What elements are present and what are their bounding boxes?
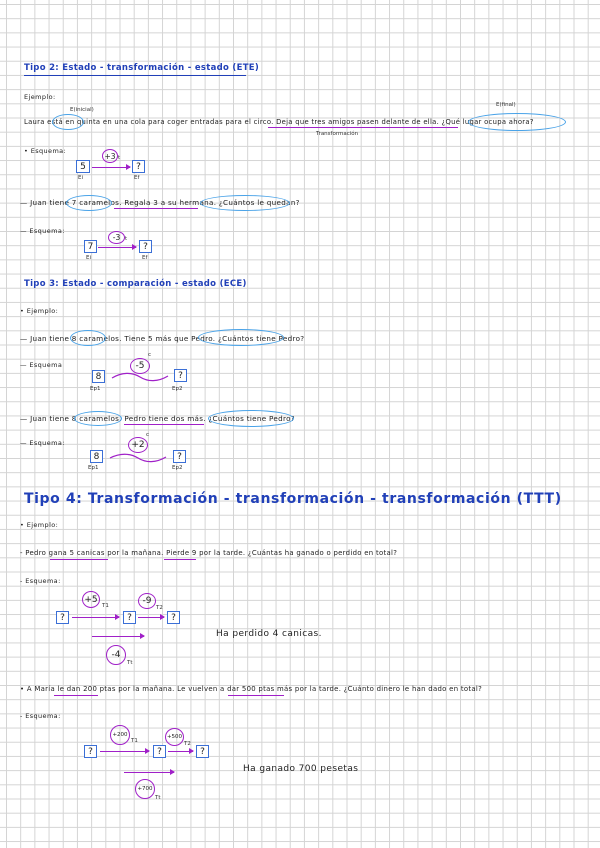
tipo2-esq1-change: +3 <box>102 149 118 163</box>
tipo4-esq1-t2-sub: T2 <box>156 605 163 611</box>
tipo3-esq1-end-sub: Ep2 <box>172 386 183 392</box>
tipo4-s2-underline1 <box>54 695 98 696</box>
tipo3-s2-circle2 <box>208 410 294 427</box>
tipo4-s2-underline2 <box>228 695 284 696</box>
tipo4-esq1-total-arrow <box>92 636 144 637</box>
tipo2-ef-tag: E(final) <box>496 102 516 108</box>
tipo2-transf-tag: Transformación <box>316 131 359 137</box>
tipo4-esq2-box2: ? <box>153 745 166 758</box>
tipo2-title: Tipo 2: Estado - transformación - estado (ETE) <box>24 63 260 73</box>
tipo2-esquema2-label: — Esquema: <box>20 227 65 235</box>
tipo2-esquema-label: • Esquema: <box>24 147 67 155</box>
tipo2-esq1-arrow <box>92 167 130 168</box>
tipo3-esq1-change-sub: c <box>148 352 152 358</box>
tipo4-esq2-t2-sub: T2 <box>184 741 191 747</box>
tipo4-esq1-t1: +5 <box>82 591 100 608</box>
tipo3-esq1-start-sub: Ep1 <box>90 386 101 392</box>
tipo2-esq1-start-box: 5 <box>76 160 90 173</box>
tipo3-esq2-end-box: ? <box>173 450 186 463</box>
tipo3-esq1-end-box: ? <box>174 369 187 382</box>
tipo4-esquema1-label: - Esquema: <box>20 577 61 585</box>
tipo3-s2-circle1 <box>74 411 122 426</box>
tipo3-esq2-wave <box>108 452 168 464</box>
tipo4-esq1-total: -4 <box>106 645 126 665</box>
tipo3-sentence1: — Juan tiene 8 caramelos. Tiene 5 más que Pedro. ¿Cuántos tiene Pedro? <box>20 334 305 343</box>
tipo2-ei-tag: E(inicial) <box>70 107 94 113</box>
tipo2-esq1-change-sub: t <box>118 155 121 161</box>
tipo2-esq2-end-box: ? <box>139 240 152 253</box>
tipo4-esq2-arrow2 <box>168 751 193 752</box>
tipo4-esq1-result: Ha perdido 4 canicas. <box>216 629 322 639</box>
tipo2-sentence: Laura está en quinta en una cola para coger entradas para el circo. Deja que tres amigos pasen delante de ella. ¿Qué lugar ocupa ahora? <box>24 118 534 126</box>
tipo2-esq2-change-sub: t <box>125 236 128 242</box>
tipo4-esq2-arrow1 <box>100 751 149 752</box>
tipo3-esquema2-label: — Esquema: <box>20 439 65 447</box>
tipo4-esq2-box3: ? <box>196 745 209 758</box>
tipo4-s1-underline2 <box>164 559 196 560</box>
tipo3-esq1-change: -5 <box>130 358 150 374</box>
tipo4-title: Tipo 4: Transformación - transformación - transformación (TTT) <box>24 491 562 507</box>
tipo2-ef-circle <box>468 113 566 131</box>
tipo4-ejemplo-label: • Ejemplo: <box>20 521 59 529</box>
tipo4-sentence1: - Pedro gana 5 canicas por la mañana. Pierde 9 por la tarde. ¿Cuántas ha ganado o perdido en total? <box>20 549 398 557</box>
tipo3-esquema1-label: — Esquema <box>20 361 63 369</box>
tipo3-esq2-start-sub: Ep1 <box>88 465 99 471</box>
tipo3-ejemplo-label: • Ejemplo: <box>20 307 59 315</box>
tipo3-sentence2: — Juan tiene 8 caramelos. Pedro tiene dos más. ¿Cuántos tiene Pedro? <box>20 414 295 423</box>
tipo4-sentence2: • A María le dan 200 ptas por la mañana. Le vuelven a dar 500 ptas más por la tarde. ¿Cuánto dinero le han dado en total? <box>20 685 483 693</box>
tipo4-esq1-arrow2 <box>138 617 164 618</box>
tipo3-esq2-start-box: 8 <box>90 450 103 463</box>
tipo2-esq1-end-box: ? <box>132 160 145 173</box>
tipo4-esq2-total-arrow <box>124 772 174 773</box>
tipo4-esquema2-label: - Esquema: <box>20 712 61 720</box>
tipo2-esq1-start-sub: Ei <box>78 175 84 181</box>
tipo2-transf-underline <box>268 127 458 128</box>
tipo2-s2-underline <box>114 208 198 209</box>
tipo2-esq2-change: -3 <box>108 231 125 244</box>
tipo4-esq2-t1: +200 <box>110 725 130 745</box>
tipo3-esq2-change-sub: c <box>146 432 150 438</box>
tipo2-title-underline <box>24 75 246 76</box>
tipo2-esq2-start-box: 7 <box>84 240 97 253</box>
tipo3-title: Tipo 3: Estado - comparación - estado (ECE) <box>24 279 247 289</box>
tipo3-s1-circle1 <box>70 330 106 346</box>
tipo2-esq1-end-sub: Ef <box>134 175 140 181</box>
tipo4-s1-underline1 <box>50 559 108 560</box>
tipo2-ejemplo-label: Ejemplo: <box>24 93 56 101</box>
tipo3-esq2-end-sub: Ep2 <box>172 465 183 471</box>
tipo2-esq2-end-sub: Ef <box>142 255 148 261</box>
tipo4-esq1-box2: ? <box>123 611 136 624</box>
tipo4-esq1-arrow1 <box>72 617 119 618</box>
tipo4-esq1-box1: ? <box>56 611 69 624</box>
tipo2-s2-circle2 <box>200 195 290 211</box>
tipo3-esq2-change: +2 <box>128 437 148 453</box>
tipo2-esq2-arrow <box>98 247 136 248</box>
tipo2-ei-circle <box>52 114 84 130</box>
tipo4-esq1-t1-sub: T1 <box>102 603 109 609</box>
tipo4-esq2-total-sub: Tt <box>155 795 161 801</box>
tipo4-esq1-total-sub: Tt <box>127 660 133 666</box>
tipo4-esq2-total: +700 <box>135 779 155 799</box>
tipo3-s1-circle2 <box>198 329 284 346</box>
tipo2-sentence2: — Juan tiene 7 caramelos. Regala 3 a su hermana. ¿Cuántos le quedan? <box>20 198 300 207</box>
tipo4-esq1-box3: ? <box>167 611 180 624</box>
tipo4-esq1-t2: -9 <box>138 593 156 609</box>
tipo4-esq2-t2: +500 <box>165 728 184 746</box>
tipo2-esq2-start-sub: Ei <box>86 255 92 261</box>
tipo4-esq2-t1-sub: T1 <box>131 738 138 744</box>
tipo4-esq2-box1: ? <box>84 745 97 758</box>
tipo4-esq2-result: Ha ganado 700 pesetas <box>243 764 359 774</box>
tipo3-s2-underline <box>124 424 204 425</box>
tipo3-esq1-start-box: 8 <box>92 370 105 383</box>
tipo2-s2-circle1 <box>66 195 112 211</box>
tipo3-esq1-wave <box>110 370 170 384</box>
